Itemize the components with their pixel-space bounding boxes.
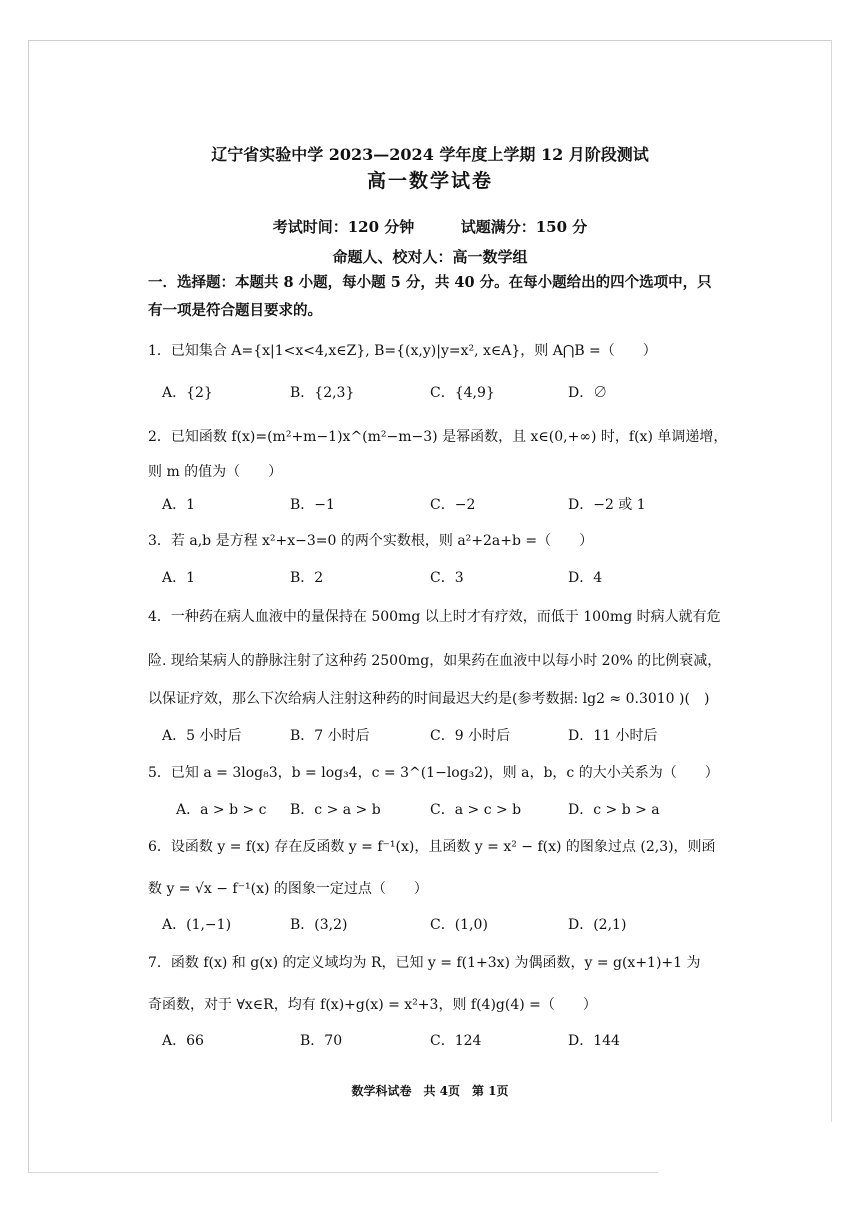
- question-1-option-d: D．∅: [568, 385, 608, 401]
- question-7-option-d: D．144: [568, 1033, 620, 1049]
- page-footer: 数学科试卷 共 4页 第 1页: [351, 1084, 509, 1098]
- question-2-option-a: A．1: [162, 497, 196, 513]
- question-6-option-b: B．(3,2): [290, 917, 348, 933]
- exam-score: 试题满分：150 分: [460, 218, 588, 236]
- section-heading-line2: 有一项是符合题目要求的。: [148, 302, 322, 319]
- page-border-right: [831, 40, 832, 1122]
- page-border-left: [28, 40, 29, 1172]
- question-7-option-b: B．70: [300, 1033, 343, 1049]
- question-6-option-c: C．(1,0): [430, 917, 488, 933]
- question-5-option-b: B．c > a > b: [290, 802, 381, 818]
- question-7-option-c: C．124: [430, 1033, 482, 1049]
- question-4-stem-line3: 以保证疗效，那么下次给病人注射这种药的时间最迟大约是(参考数据: lg2 ≈ 0.3010 )( ): [148, 691, 710, 707]
- question-4-stem-line2: 险. 现给某病人的静脉注射了这种药 2500mg，如果药在血液中以每小时 20% 的比例衰减，: [148, 653, 722, 669]
- question-1-option-a: A．{2}: [162, 385, 213, 401]
- question-3-option-b: B．2: [290, 570, 324, 586]
- question-4-option-a: A．5 小时后: [162, 728, 242, 744]
- question-6-option-d: D．(2,1): [568, 917, 627, 933]
- question-4-option-b: B．7 小时后: [290, 728, 370, 744]
- exam-time: 考试时间：120 分钟: [272, 218, 415, 236]
- question-2-option-b: B．−1: [290, 497, 335, 513]
- exam-info: [0, 218, 860, 236]
- question-6-stem-line2: 数 y = √x − f⁻¹(x) 的图象一定过点（ ）: [148, 881, 428, 897]
- question-3-stem: 3．若 a,b 是方程 x²+x−3=0 的两个实数根，则 a²+2a+b =（ ）: [148, 533, 594, 549]
- question-5-option-d: D．c > b > a: [568, 802, 660, 818]
- question-3-option-d: D．4: [568, 570, 603, 586]
- question-5-option-a: A．a > b > c: [176, 802, 267, 818]
- question-5-option-c: C．a > c > b: [430, 802, 522, 818]
- question-7-option-a: A．66: [162, 1033, 204, 1049]
- question-2-stem-line1: 2．已知函数 f(x)=(m²+m−1)x^(m²−m−3) 是幂函数，且 x∈(0,+∞) 时，f(x) 单调递增，: [148, 429, 728, 445]
- question-3-option-a: A．1: [162, 570, 196, 586]
- question-2-option-c: C．−2: [430, 497, 476, 513]
- question-2-stem-line2: 则 m 的值为（ ）: [148, 464, 283, 480]
- exam-authors: 命题人、校对人：高一数学组: [332, 248, 528, 266]
- page-border-bottom: [28, 1172, 658, 1173]
- question-6-option-a: A．(1,−1): [162, 917, 232, 933]
- exam-subtitle: 高一数学试卷: [366, 170, 493, 192]
- question-5-stem: 5．已知 a = 3log₈3，b = log₃4，c = 3^(1−log₃2)，则 a，b，c 的大小关系为（ ）: [148, 765, 719, 781]
- question-7-stem-line2: 奇函数，对于 ∀x∈R，均有 f(x)+g(x) = x²+3，则 f(4)g(4) =（ ）: [148, 997, 597, 1013]
- question-6-stem-line1: 6．设函数 y = f(x) 存在反函数 y = f⁻¹(x)，且函数 y = x² − f(x) 的图象过点 (2,3)，则函: [148, 839, 716, 855]
- question-3-option-c: C．3: [430, 570, 464, 586]
- question-4-option-d: D．11 小时后: [568, 728, 658, 744]
- section-heading-line1: 一．选择题：本题共 8 小题，每小题 5 分，共 40 分。在每小题给出的四个选项中，只: [148, 274, 712, 291]
- question-2-option-d: D．−2 或 1: [568, 497, 646, 513]
- page-border-top: [28, 40, 832, 41]
- question-4-option-c: C．9 小时后: [430, 728, 511, 744]
- question-1-option-b: B．{2,3}: [290, 385, 355, 401]
- question-1-option-c: C．{4,9}: [430, 385, 495, 401]
- question-7-stem-line1: 7．函数 f(x) 和 g(x) 的定义域均为 R，已知 y = f(1+3x) 为偶函数，y = g(x+1)+1 为: [148, 955, 701, 971]
- question-4-stem-line1: 4．一种药在病人血液中的量保持在 500mg 以上时才有疗效，而低于 100mg 时病人就有危: [148, 609, 721, 625]
- exam-title: 辽宁省实验中学 2023—2024 学年度上学期 12 月阶段测试: [211, 145, 649, 164]
- question-1-stem: 1．已知集合 A={x|1<x<4,x∈Z}, B={(x,y)|y=x², x∈A}，则 A⋂B =（ ）: [148, 343, 657, 359]
